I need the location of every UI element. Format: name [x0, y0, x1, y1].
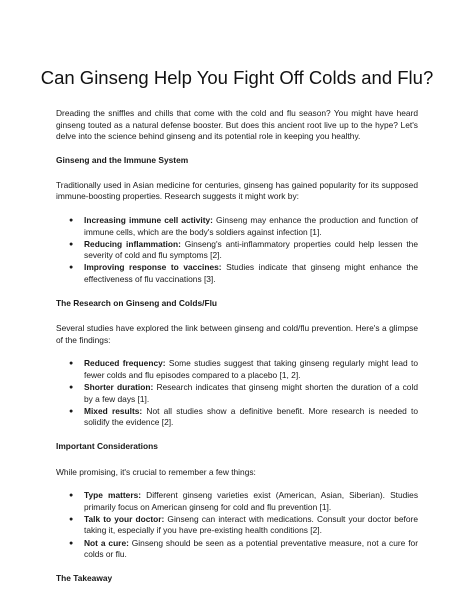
list-item-text: Ginseng can interact with medications. Consult your doctor before taking it, especially if you have pre-existing health conditions [2].	[84, 513, 418, 536]
bullet-icon: ●	[69, 264, 74, 272]
section-paragraph-research: Several studies have explored the link between ginseng and cold/flu prevention. Here's a glimpse of the findings:	[56, 323, 418, 345]
list-item	[56, 239, 418, 262]
list-item-term: Increasing immune cell activity:	[84, 215, 213, 226]
section-heading-immune: Ginseng and the Immune System	[56, 154, 189, 165]
list-item-term: Mixed results:	[84, 405, 143, 416]
list-item	[56, 538, 418, 561]
list-item	[56, 262, 418, 285]
section-paragraph-immune: Traditionally used in Asian medicine for centuries, ginseng has gained popularity for its supposed immune-boosting properties. Research suggests it might work by:	[56, 179, 418, 202]
list-item-text: Ginseng should be seen as a potential preventative measure, not a cure for colds or flu.	[84, 537, 418, 560]
list-item	[56, 514, 418, 537]
bullet-icon: ●	[69, 539, 74, 547]
list-item-text: Studies indicate that ginseng might enhance the effectiveness of flu vaccinations [3].	[84, 262, 418, 285]
list-item-text: Research indicates that ginseng might shorten the duration of a cold by a few days [1].	[84, 382, 418, 404]
list-item-term: Talk to your doctor:	[84, 513, 165, 524]
bullet-icon: ●	[69, 407, 74, 415]
document-body	[56, 108, 418, 585]
section-heading-research: The Research on Ginseng and Colds/Flu	[56, 298, 218, 309]
bullet-list-research	[56, 358, 418, 429]
bullet-icon: ●	[69, 384, 74, 392]
bullet-list-considerations	[56, 490, 418, 561]
list-item	[56, 215, 418, 238]
list-item-text: Different ginseng varieties exist (American, Asian, Siberian). Studies primarily focus on American ginseng for cold and flu prevention [1].	[84, 490, 418, 512]
list-item-text: Ginseng's anti-inflammatory properties could help lessen the severity of cold and flu symptoms [2].	[84, 238, 418, 261]
list-item	[56, 490, 418, 513]
bullet-icon: ●	[69, 240, 74, 248]
bullet-list-immune	[56, 215, 418, 286]
list-item-term: Shorter duration:	[84, 382, 154, 393]
list-item-term: Reducing inflammation:	[84, 238, 181, 249]
list-item-text: Not all studies show a definitive benefit. More research is needed to solidify the evidence [2].	[84, 405, 418, 428]
bullet-icon: ●	[69, 360, 74, 368]
bullet-icon: ●	[69, 492, 74, 500]
bullet-icon: ●	[69, 217, 74, 225]
list-item-term: Type matters:	[84, 490, 142, 501]
list-item-term: Not a cure:	[84, 537, 129, 548]
section-heading-considerations: Important Considerations	[56, 441, 158, 452]
list-item	[56, 358, 418, 381]
list-item-term: Improving response to vaccines:	[84, 262, 222, 273]
list-item-term: Reduced frequency:	[84, 358, 166, 369]
page-title: Can Ginseng Help You Fight Off Colds and Flu?	[40, 67, 434, 88]
intro-paragraph: Dreading the sniffles and chills that come with the cold and flu season? You might have heard ginseng touted as a natural defense booster. But does this ancient root live up to the hype? Let's delve into the science behind ginseng and its potential role in keeping you healthy.	[56, 108, 418, 142]
section-paragraph-considerations: While promising, it's crucial to remember a few things:	[56, 466, 256, 477]
list-item-text: Some studies suggest that taking ginseng regularly might lead to fewer colds and flu episodes compared to a placebo [1, 2].	[84, 358, 418, 380]
list-item-text: Ginseng may enhance the production and function of immune cells, which are the body's soldiers against infection [1].	[84, 215, 418, 237]
list-item	[56, 382, 418, 405]
bullet-icon: ●	[69, 515, 74, 523]
list-item	[56, 406, 418, 429]
section-heading-takeaway: The Takeaway	[56, 573, 113, 584]
